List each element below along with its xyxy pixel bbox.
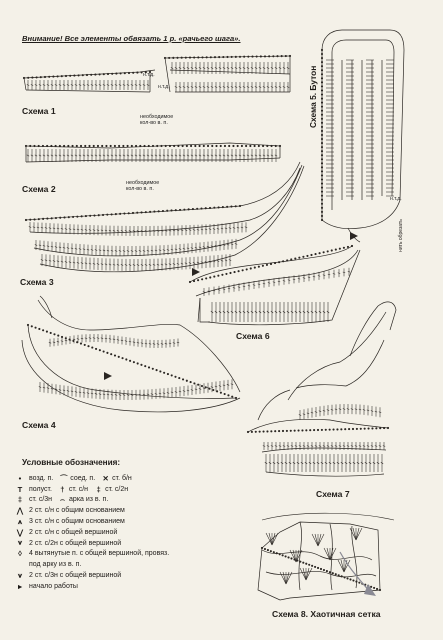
legend-text: ст. б/н (112, 474, 132, 482)
legend-row (14, 549, 274, 560)
scheme-3-chart (26, 162, 304, 272)
scheme-8-label: Схема 8. Хаотичная сетка (272, 609, 381, 619)
legend-text: арка из в. п. (69, 496, 109, 504)
scheme-4-label: Схема 4 (22, 420, 56, 430)
legend-row (14, 527, 274, 538)
legend-row (14, 495, 274, 506)
legend-symbol: ‡ (17, 495, 23, 505)
legend-text: начало работы (29, 582, 78, 590)
scheme-2-note-b: необходимое кол-во в. п. (126, 180, 160, 192)
legend-row (14, 581, 274, 592)
legend-text: под арку из в. п. (29, 561, 82, 569)
legend-row (14, 473, 274, 484)
legend-symbol: ◊ (18, 549, 22, 559)
scheme-1-ntd-right: н.т.д. (158, 84, 170, 90)
legend-text: 2 ст. с/2н с общей вершиной (29, 539, 122, 547)
scheme-6-label: Схема 6 (236, 331, 270, 341)
legend-symbol: T (17, 484, 23, 494)
legend-row (14, 538, 274, 549)
scheme-2-note-a: необходимое кол-во в. п. (140, 114, 174, 126)
legend-text: 2 ст. с/3н с общей вершиной (29, 572, 122, 580)
legend-symbol: † (60, 484, 65, 494)
legend-text: полуст. (29, 485, 52, 493)
legend-symbol: ▸ (18, 581, 22, 591)
legend-title: Условные обозначения: (22, 458, 121, 467)
legend-text: соед. п. (70, 474, 96, 482)
scheme-7-chart (248, 302, 396, 476)
legend-text: ст. с/н (68, 485, 89, 493)
scheme-5-ntd: н.т.д. (390, 196, 402, 202)
scheme-8-chart (258, 522, 380, 600)
legend-symbol: ⋁ (16, 527, 24, 537)
legend-text: 2 ст. с/н с общим основанием (29, 507, 125, 515)
legend-text: возд. п. (29, 474, 54, 482)
scheme-3-label: Схема 3 (20, 277, 54, 287)
scheme-1-ntd-left: н.т.д. (143, 72, 155, 78)
legend-symbol: ‡ (96, 484, 101, 494)
scheme-7-label: Схема 7 (316, 489, 350, 499)
legend-symbol: ⩛ (17, 538, 23, 548)
scheme-2-label: Схема 2 (22, 184, 56, 194)
legend-symbol: ✕ (102, 473, 109, 483)
scheme-5-label: Схема 5. Бутон (308, 65, 318, 128)
legend-symbol: ⩛ (17, 570, 23, 580)
legend-text: ст. с/2н (105, 485, 129, 493)
legend (14, 473, 274, 592)
legend-row (14, 559, 274, 570)
scheme-5-cut-note: нить обрезать (398, 219, 404, 252)
legend-text: 2 ст. с/н с общей вершиной (29, 528, 118, 536)
legend-text: 3 ст. с/н с общим основанием (29, 518, 125, 526)
scheme-1-label: Схема 1 (22, 106, 56, 116)
legend-row (14, 484, 274, 495)
legend-symbol: ⩚ (17, 516, 23, 526)
legend-row (14, 516, 274, 527)
top-note: Внимание! Все элементы обвязать 1 р. «рачьего шага». (22, 34, 241, 43)
legend-symbol: ⋀ (16, 506, 24, 516)
legend-symbol: • (18, 473, 22, 483)
legend-symbol: ⌢ (60, 494, 66, 504)
legend-row (14, 570, 274, 581)
legend-text: 4 вытянутые п. с общей вершиной, провяз. (29, 550, 170, 558)
legend-text: ст. с/3н (29, 496, 53, 504)
legend-symbol: ⌒ (59, 473, 68, 483)
scheme-6-chart (190, 246, 360, 325)
legend-row (14, 505, 274, 516)
